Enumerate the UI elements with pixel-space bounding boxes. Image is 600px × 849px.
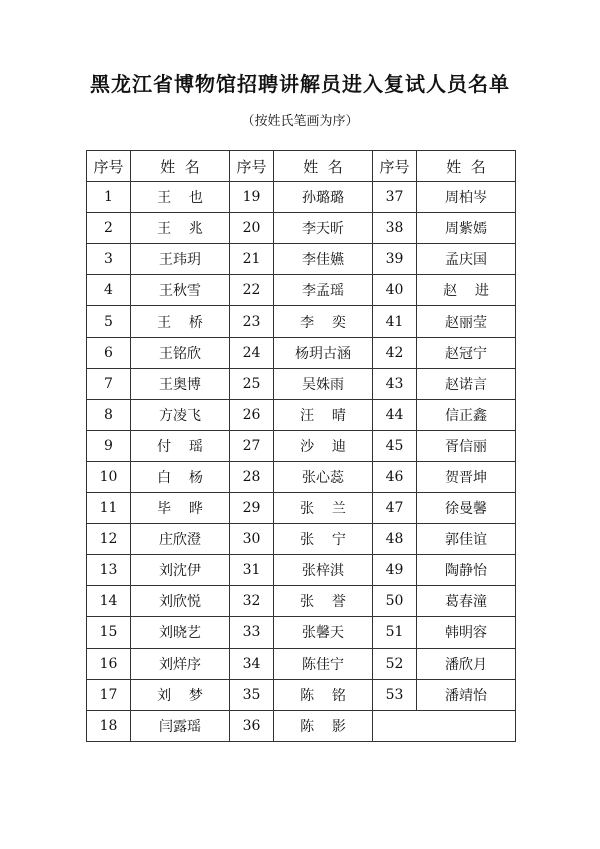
candidate-name-cell: 王秋雪 xyxy=(131,275,230,306)
serial-number-cell: 34 xyxy=(230,648,274,679)
candidate-name-cell: 孟庆国 xyxy=(417,244,516,275)
candidate-name-cell: 李孟瑶 xyxy=(274,275,373,306)
candidate-name-cell: 汪 晴 xyxy=(274,399,373,430)
table-row xyxy=(87,710,516,741)
page-subtitle: （按姓氏笔画为序） xyxy=(241,114,359,129)
header-name-2: 姓 名 xyxy=(274,151,373,182)
candidate-name-cell: 刘沈伊 xyxy=(131,555,230,586)
table-row xyxy=(87,275,516,306)
serial-number-cell: 26 xyxy=(230,399,274,430)
candidate-name-cell: 刘烊序 xyxy=(131,648,230,679)
serial-number-cell: 42 xyxy=(373,337,417,368)
serial-number-cell: 5 xyxy=(87,306,131,337)
serial-number-cell: 50 xyxy=(373,586,417,617)
candidate-name-cell: 张梓淇 xyxy=(274,555,373,586)
candidate-name-cell: 王玮玥 xyxy=(131,244,230,275)
serial-number-cell: 43 xyxy=(373,368,417,399)
candidate-name-cell: 张心蕊 xyxy=(274,461,373,492)
serial-number-cell: 44 xyxy=(373,399,417,430)
candidate-name-cell: 王 兆 xyxy=(131,213,230,244)
serial-number-cell: 17 xyxy=(87,679,131,710)
candidate-name-cell: 王奥博 xyxy=(131,368,230,399)
header-name-3: 姓 名 xyxy=(417,151,516,182)
table-row xyxy=(87,586,516,617)
serial-number-cell: 39 xyxy=(373,244,417,275)
candidate-name-cell: 方凌飞 xyxy=(131,399,230,430)
serial-number-cell: 21 xyxy=(230,244,274,275)
serial-number-cell: 24 xyxy=(230,337,274,368)
candidate-name-cell: 闫露瑶 xyxy=(131,710,230,741)
candidate-name-cell: 信正鑫 xyxy=(417,399,516,430)
serial-number-cell: 15 xyxy=(87,617,131,648)
serial-number-cell: 36 xyxy=(230,710,274,741)
candidate-name-cell: 白 杨 xyxy=(131,461,230,492)
candidate-name-cell: 潘靖怡 xyxy=(417,679,516,710)
serial-number-cell: 13 xyxy=(87,555,131,586)
serial-number-cell: 53 xyxy=(373,679,417,710)
candidate-name-cell: 潘欣月 xyxy=(417,648,516,679)
candidate-name-cell: 刘晓艺 xyxy=(131,617,230,648)
table-row xyxy=(87,555,516,586)
candidate-name-cell: 陈 铭 xyxy=(274,679,373,710)
candidate-name-cell: 李天昕 xyxy=(274,213,373,244)
serial-number-cell: 22 xyxy=(230,275,274,306)
candidate-name-cell: 毕 晔 xyxy=(131,493,230,524)
serial-number-cell: 51 xyxy=(373,617,417,648)
table-row xyxy=(87,213,516,244)
candidate-name-cell: 张 誉 xyxy=(274,586,373,617)
candidate-name-cell: 韩明容 xyxy=(417,617,516,648)
table-row xyxy=(87,679,516,710)
table-row xyxy=(87,648,516,679)
candidate-name-cell: 赵诺言 xyxy=(417,368,516,399)
candidate-name-cell: 付 瑶 xyxy=(131,430,230,461)
serial-number-cell: 49 xyxy=(373,555,417,586)
candidate-name-cell: 胥信丽 xyxy=(417,430,516,461)
header-serial-1: 序号 xyxy=(87,151,131,182)
table-row xyxy=(87,399,516,430)
candidate-name-cell: 赵冠宁 xyxy=(417,337,516,368)
candidate-name-cell: 张 兰 xyxy=(274,493,373,524)
table-row xyxy=(87,306,516,337)
candidate-name-cell: 徐曼馨 xyxy=(417,493,516,524)
table-row xyxy=(87,430,516,461)
serial-number-cell: 48 xyxy=(373,524,417,555)
candidate-name-cell: 李佳嬿 xyxy=(274,244,373,275)
serial-number-cell: 2 xyxy=(87,213,131,244)
serial-number-cell: 3 xyxy=(87,244,131,275)
table-row xyxy=(87,244,516,275)
candidate-name-cell: 刘 梦 xyxy=(131,679,230,710)
candidate-name-cell: 孙璐璐 xyxy=(274,182,373,213)
table-body xyxy=(87,182,516,742)
header-serial-2: 序号 xyxy=(230,151,274,182)
serial-number-cell: 33 xyxy=(230,617,274,648)
candidate-name-cell: 庄欣澄 xyxy=(131,524,230,555)
candidate-name-cell: 陈 影 xyxy=(274,710,373,741)
serial-number-cell: 19 xyxy=(230,182,274,213)
serial-number-cell: 10 xyxy=(87,461,131,492)
candidate-name-cell: 王 也 xyxy=(131,182,230,213)
serial-number-cell: 37 xyxy=(373,182,417,213)
candidate-name-cell: 王 桥 xyxy=(131,306,230,337)
table-row xyxy=(87,493,516,524)
serial-number-cell: 18 xyxy=(87,710,131,741)
empty-cell xyxy=(373,710,516,741)
serial-number-cell: 20 xyxy=(230,213,274,244)
serial-number-cell: 52 xyxy=(373,648,417,679)
serial-number-cell: 8 xyxy=(87,399,131,430)
table-row xyxy=(87,337,516,368)
serial-number-cell: 16 xyxy=(87,648,131,679)
candidate-name-cell: 郭佳谊 xyxy=(417,524,516,555)
table-row xyxy=(87,182,516,213)
serial-number-cell: 41 xyxy=(373,306,417,337)
candidate-name-cell: 葛春潼 xyxy=(417,586,516,617)
candidate-table xyxy=(86,150,516,742)
serial-number-cell: 23 xyxy=(230,306,274,337)
candidate-name-cell: 陶静怡 xyxy=(417,555,516,586)
serial-number-cell: 28 xyxy=(230,461,274,492)
serial-number-cell: 4 xyxy=(87,275,131,306)
serial-number-cell: 6 xyxy=(87,337,131,368)
serial-number-cell: 7 xyxy=(87,368,131,399)
serial-number-cell: 30 xyxy=(230,524,274,555)
serial-number-cell: 31 xyxy=(230,555,274,586)
table-row xyxy=(87,461,516,492)
candidate-name-cell: 周紫嫣 xyxy=(417,213,516,244)
serial-number-cell: 25 xyxy=(230,368,274,399)
candidate-name-cell: 李 奕 xyxy=(274,306,373,337)
candidate-name-cell: 赵丽莹 xyxy=(417,306,516,337)
candidate-name-cell: 吴姝雨 xyxy=(274,368,373,399)
candidate-name-cell: 赵 进 xyxy=(417,275,516,306)
header-name-1: 姓 名 xyxy=(131,151,230,182)
serial-number-cell: 29 xyxy=(230,493,274,524)
candidate-name-cell: 张 宁 xyxy=(274,524,373,555)
serial-number-cell: 27 xyxy=(230,430,274,461)
candidate-name-cell: 王铭欣 xyxy=(131,337,230,368)
serial-number-cell: 1 xyxy=(87,182,131,213)
serial-number-cell: 45 xyxy=(373,430,417,461)
candidate-name-cell: 杨玥古涵 xyxy=(274,337,373,368)
serial-number-cell: 14 xyxy=(87,586,131,617)
candidate-name-cell: 周柏岑 xyxy=(417,182,516,213)
serial-number-cell: 11 xyxy=(87,493,131,524)
table-header-row xyxy=(87,151,516,182)
serial-number-cell: 47 xyxy=(373,493,417,524)
page-title: 黑龙江省博物馆招聘讲解员进入复试人员名单 xyxy=(90,72,510,96)
table-row xyxy=(87,368,516,399)
header-serial-3: 序号 xyxy=(373,151,417,182)
serial-number-cell: 46 xyxy=(373,461,417,492)
candidate-name-cell: 刘欣悦 xyxy=(131,586,230,617)
table-row xyxy=(87,524,516,555)
candidate-name-cell: 陈佳宁 xyxy=(274,648,373,679)
candidate-name-cell: 张馨天 xyxy=(274,617,373,648)
serial-number-cell: 38 xyxy=(373,213,417,244)
table-row xyxy=(87,617,516,648)
candidate-name-cell: 贺晋坤 xyxy=(417,461,516,492)
serial-number-cell: 12 xyxy=(87,524,131,555)
serial-number-cell: 32 xyxy=(230,586,274,617)
serial-number-cell: 40 xyxy=(373,275,417,306)
serial-number-cell: 9 xyxy=(87,430,131,461)
serial-number-cell: 35 xyxy=(230,679,274,710)
candidate-name-cell: 沙 迪 xyxy=(274,430,373,461)
